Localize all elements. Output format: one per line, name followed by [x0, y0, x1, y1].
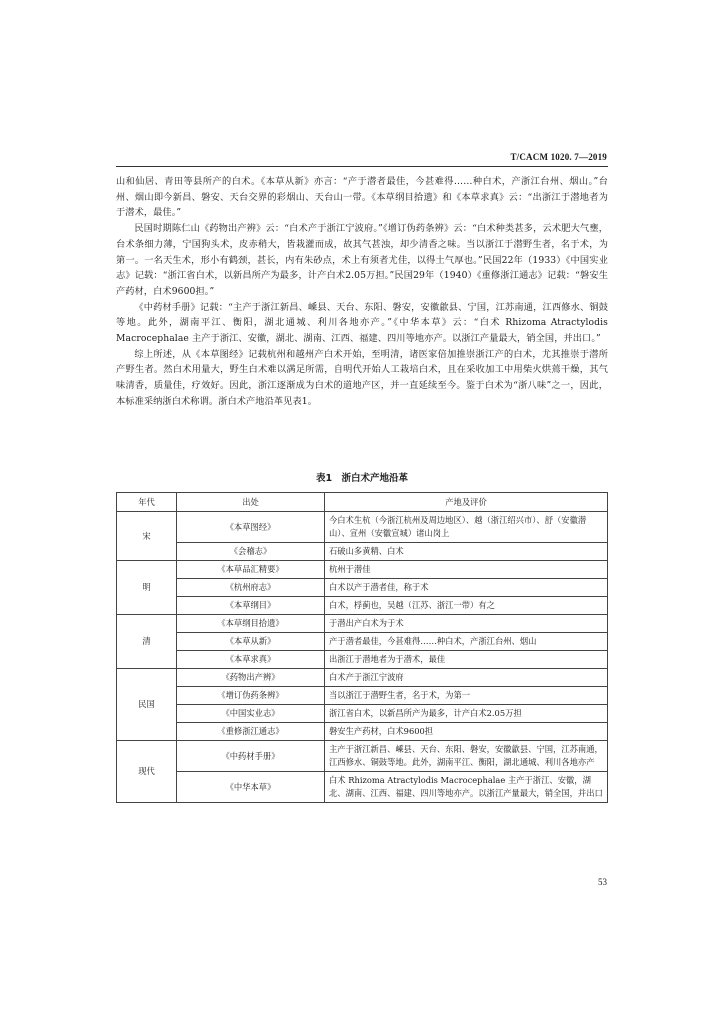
description-cell: 白术产于浙江宁波府 — [325, 669, 608, 687]
description-cell: 当以浙江于潜野生者，名于术，为第一 — [325, 687, 608, 705]
description-cell: 白术以产于潜者佳，称于术 — [325, 579, 608, 597]
era-cell: 民国 — [117, 669, 177, 741]
table-row — [117, 512, 608, 543]
source-cell: 《本草从新》 — [177, 633, 325, 651]
source-cell: 《增订伪药条辨》 — [177, 687, 325, 705]
era-cell: 宋 — [117, 512, 177, 561]
table-row — [117, 597, 608, 615]
era-cell: 明 — [117, 561, 177, 615]
description-cell: 出浙江于潜地者为于潜术，最佳 — [325, 651, 608, 669]
table-body — [117, 512, 608, 803]
description-cell: 白术，桴蓟也，吴越（江苏、浙江一带）有之 — [325, 597, 608, 615]
table-title: 表1 浙白术产地沿革 — [315, 473, 409, 484]
era-cell: 清 — [117, 615, 177, 669]
description-cell: 主产于浙江新昌、嵊县、天台、东阳、磐安，安徽歙县、宁国，江苏南通，江西修水、铜鼓等地。此外，湖南平江、衡阳，湖北通城、利川各地亦产 — [325, 741, 608, 772]
table-row — [117, 579, 608, 597]
table-row — [117, 687, 608, 705]
table-row — [117, 615, 608, 633]
description-cell: 浙江省白术，以新昌所产为最多，计产白术2.05万担 — [325, 705, 608, 723]
origin-history-table — [116, 492, 608, 803]
source-cell: 《本草品汇精要》 — [177, 561, 325, 579]
source-cell: 《会稽志》 — [177, 543, 325, 561]
description-cell: 今白术生杭（今浙江杭州及周边地区）、越（浙江绍兴市）、舒（安徽潜山）、宣州（安徽宣城）诸山岗上 — [325, 512, 608, 543]
table-row — [117, 723, 608, 741]
table-header-row — [117, 493, 608, 512]
table-row — [117, 772, 608, 803]
source-cell: 《本草图经》 — [177, 512, 325, 543]
table-row — [117, 705, 608, 723]
table-row — [117, 633, 608, 651]
era-cell: 现代 — [117, 741, 177, 803]
source-cell: 《重修浙江通志》 — [177, 723, 325, 741]
paragraph-2: 民国时期陈仁山《药物出产辨》云：“白术产于浙江宁波府。”《增订伪药条辨》云：“白术种类甚多，云术肥大气壅，台术条细力薄，宁国狗头术，皮赤稍大，皆栽灌而成，故其气甚浊，却少清香之味。当以浙江于潜野生者，名于术，为第一。一名天生术，形小有鹤颈，甚长，内有朱砂点，术上有须者尤佳，以得土气厚也。”民国22年（1933）《中国实业志》记载：“浙江省白术，以新昌所产为最多，计产白术2.05万担。”民国29年（1940）《重修浙江通志》记载：“磐安生产药材，白术9600担。” — [116, 223, 608, 297]
description-cell: 石破山多黄精、白术 — [325, 543, 608, 561]
page-number: 53 — [598, 877, 607, 887]
table-row — [117, 651, 608, 669]
source-cell: 《本草纲目》 — [177, 597, 325, 615]
body-text — [116, 174, 608, 410]
source-cell: 《本草求真》 — [177, 651, 325, 669]
table-row — [117, 543, 608, 561]
header-rule — [116, 166, 608, 167]
paragraph-1: 山和仙居、青田等县所产的白术。《本草从新》亦言：“产于潜者最佳，今甚难得……种白术，产浙江台州、烟山。”台州、烟山即今新昌、磐安、天台交界的彩烟山、天台山一带。《本草纲目拾遗》和《本草求真》云：“出浙江于潜地者为于潜术，最佳。” — [116, 176, 608, 219]
source-cell: 《中华本草》 — [177, 772, 325, 803]
table-row — [117, 741, 608, 772]
source-cell: 《药物出产辨》 — [177, 669, 325, 687]
description-cell: 产于潜者最佳，今甚难得……种白术，产浙江台州、烟山 — [325, 633, 608, 651]
description-cell: 磐安生产药材，白术9600担 — [325, 723, 608, 741]
header-era: 年代 — [117, 493, 177, 512]
header-description: 产地及评价 — [325, 493, 608, 512]
description-cell: 于潜出产白术为于术 — [325, 615, 608, 633]
paragraph-4: 综上所述，从《本草图经》记载杭州和越州产白术开始，至明清，诸医家倍加推崇浙江产的白术，尤其推崇于潜所产野生者。然白术用量大，野生白术难以满足所需，自明代开始人工栽培白术，且在采收加工中用柴火烘蔫干燥，其气味清香，质量佳，疗效好。因此，浙江逐渐成为白术的道地产区，并一直延续至今。鉴于白术为“浙八味”之一，因此，本标准采纳浙白术称谓。浙白术产地沿革见表1。 — [116, 348, 608, 407]
description-cell: 白术 Rhizoma Atractylodis Macrocephalae 主产于浙江、安徽，湖北、湖南、江西、福建、四川等地亦产。以浙江产量最大，销全国，并出口 — [325, 772, 608, 803]
table-row — [117, 669, 608, 687]
source-cell: 《杭州府志》 — [177, 579, 325, 597]
paragraph-3: 《中药材手册》记载：“主产于浙江新昌、嵊县、天台、东阳、磐安，安徽歙县、宁国，江苏南通，江西修水、铜鼓等地。此外，湖南平江、衡阳，湖北通城、利川各地亦产。”《中华本草》云：“白术 Rhizoma Atractylodis Macrocephalae 主产于浙江、安徽，湖北、湖南、江西、福建、四川等地亦产。以浙江产量最大，销全国，并出口。” — [116, 301, 608, 345]
standard-code: T/CACM 1020. 7—2019 — [510, 152, 607, 162]
source-cell: 《中国实业志》 — [177, 705, 325, 723]
header-source: 出处 — [177, 493, 325, 512]
source-cell: 《本草纲目拾遗》 — [177, 615, 325, 633]
table-row — [117, 561, 608, 579]
description-cell: 杭州于潜佳 — [325, 561, 608, 579]
source-cell: 《中药材手册》 — [177, 741, 325, 772]
